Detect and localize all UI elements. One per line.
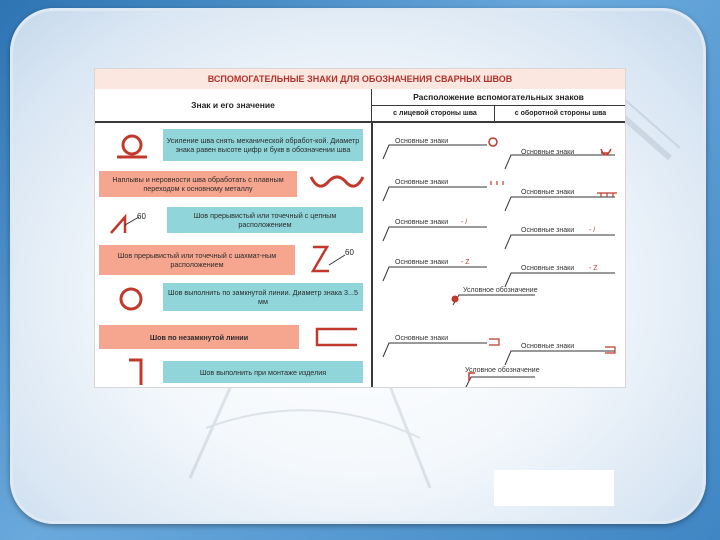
header-back-side: с оборотной стороны шва: [514, 110, 607, 117]
placement-examples: [375, 125, 625, 387]
column-divider: [371, 121, 373, 387]
slide-frame: [10, 8, 706, 524]
header-sign-meaning: Знак и его значение: [95, 89, 372, 123]
weld-signs-table: ВСПОМОГАТЕЛЬНЫЕ ЗНАКИ ДЛЯ ОБОЗНАЧЕНИЯ СВАРНЫХ ШВОВ Знак и его значение Расположение вспомогательных знаков с лицевой стороны шва с оборотной стороны шва Усиление шва снять механической обработ-кой. Диаметр знака равен высоте цифр и букв в обозначении шва Наплывы и неровности шва обработать с плавным переходом к основному металлу 60 Шов прерывистый или точечный с цепным расположением Шов прерывистый или точечный с шахмат-ным расположением 60 Шов выполнить по замкнутой линии. Диаметр знака 3...5 мм Шов по незамкнутой линии Шов выполнить при монтаже изделия Основные знаки Основные знаки Основные знаки Основные знаки Основные знаки - / Основные знаки - / Основные знаки - Z Основные знаки - Z Условное обозначение Основные знаки Основные знаки Условное обозначение: [94, 68, 626, 388]
row6-description: Шов по незамкнутой линии: [99, 325, 299, 349]
row1-description: Усиление шва снять механической обработ-кой. Диаметр знака равен высоте цифр и букв в обозначении шва: [163, 129, 363, 161]
white-patch: [494, 470, 614, 506]
assembly-weld-sign-icon: [125, 357, 151, 385]
staggered-weld-sign-icon: [307, 243, 367, 275]
table-title: ВСПОМОГАТЕЛЬНЫЕ ЗНАКИ ДЛЯ ОБОЗНАЧЕНИЯ СВАРНЫХ ШВОВ: [95, 69, 625, 89]
closed-line-sign-icon: [117, 285, 145, 313]
row4-angle: 60: [345, 248, 354, 257]
row2-description: Наплывы и неровности шва обработать с плавным переходом к основному металлу: [99, 171, 297, 197]
row5-description: Шов выполнить по замкнутой линии. Диаметр знака 3...5 мм: [163, 283, 363, 311]
header-sign-placement: [372, 89, 625, 123]
open-line-sign-icon: [313, 325, 361, 349]
row7-description: Шов выполнить при монтаже изделия: [163, 361, 363, 383]
smooth-transition-sign-icon: [309, 171, 365, 195]
circle-top-sign-icon: [115, 133, 149, 163]
row4-description: Шов прерывистый или точечный с шахмат-ным расположением: [99, 245, 295, 275]
chain-weld-sign-icon: [105, 207, 157, 237]
row3-description: Шов прерывистый или точечный с цепным расположением: [167, 207, 363, 233]
header-placement-label: Расположение вспомогательных знаков: [372, 89, 625, 106]
header-front-side: с лицевой стороны шва: [376, 106, 495, 121]
row3-angle: 60: [137, 212, 146, 221]
